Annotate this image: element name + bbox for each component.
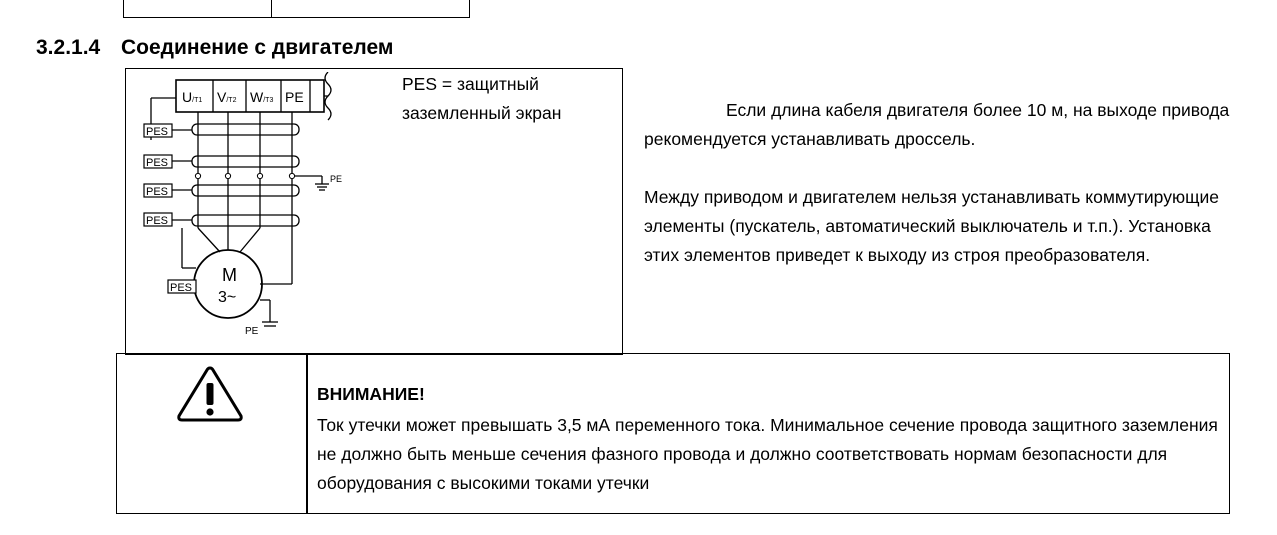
- terminal-label-w: W/T3: [250, 89, 274, 105]
- cable-screen: [192, 185, 299, 196]
- warning-triangle-icon: [175, 364, 245, 424]
- body-text: [644, 96, 1244, 270]
- terminal-label-pe: PE: [285, 89, 304, 105]
- pes-note: [402, 70, 561, 128]
- pes-tag: PES: [146, 126, 169, 138]
- terminal-label-u: U/T1: [182, 89, 203, 105]
- warning-text: Ток утечки может превышать 3,5 мА переменного тока. Минимальное сечение провода защитного заземления не должно быть меньше сечения фазного провода и должно соответствовать нормам безопасности для оборудования с высокими токами утечки: [317, 415, 1218, 493]
- pes-note-line: PES = защитный: [402, 74, 539, 94]
- cable-screen: [192, 215, 299, 226]
- pe-earth-label: PE: [330, 174, 343, 184]
- cable-screen: [192, 156, 299, 167]
- motor-connection-diagram: [130, 72, 350, 344]
- warning-title: ВНИМАНИЕ!: [317, 384, 425, 404]
- motor-pe-label: PE: [245, 326, 259, 337]
- motor-label: M: [222, 265, 237, 285]
- motor-pes-tag: PES: [170, 282, 193, 294]
- section-number: 3.2.1.4: [36, 36, 101, 59]
- pes-tag: PES: [146, 157, 169, 169]
- section-heading: [36, 36, 393, 60]
- pes-tag: PES: [146, 215, 169, 227]
- cable-screen: [192, 124, 299, 135]
- motor-phase: 3~: [218, 289, 237, 306]
- pes-tag: PES: [146, 186, 169, 198]
- paragraph-switching-elements: Между приводом и двигателем нельзя устанавливать коммутирующие элементы (пускатель, автоматический выключатель и т.п.). Установка этих элементов приведет к выходу из строя преобразователя.: [644, 187, 1219, 265]
- warning-box-divider: [306, 354, 308, 513]
- terminal-label-v: V/T2: [217, 89, 237, 105]
- paragraph-cable-length: Если длина кабеля двигателя более 10 м, на выходе привода рекомендуется устанавливать дроссель.: [644, 100, 1230, 149]
- break-symbol: [324, 72, 331, 96]
- pes-note-line: заземленный экран: [402, 103, 562, 123]
- previous-table-fragment: [123, 0, 470, 18]
- table-column-divider: [271, 0, 272, 17]
- section-title: Соединение с двигателем: [121, 36, 394, 59]
